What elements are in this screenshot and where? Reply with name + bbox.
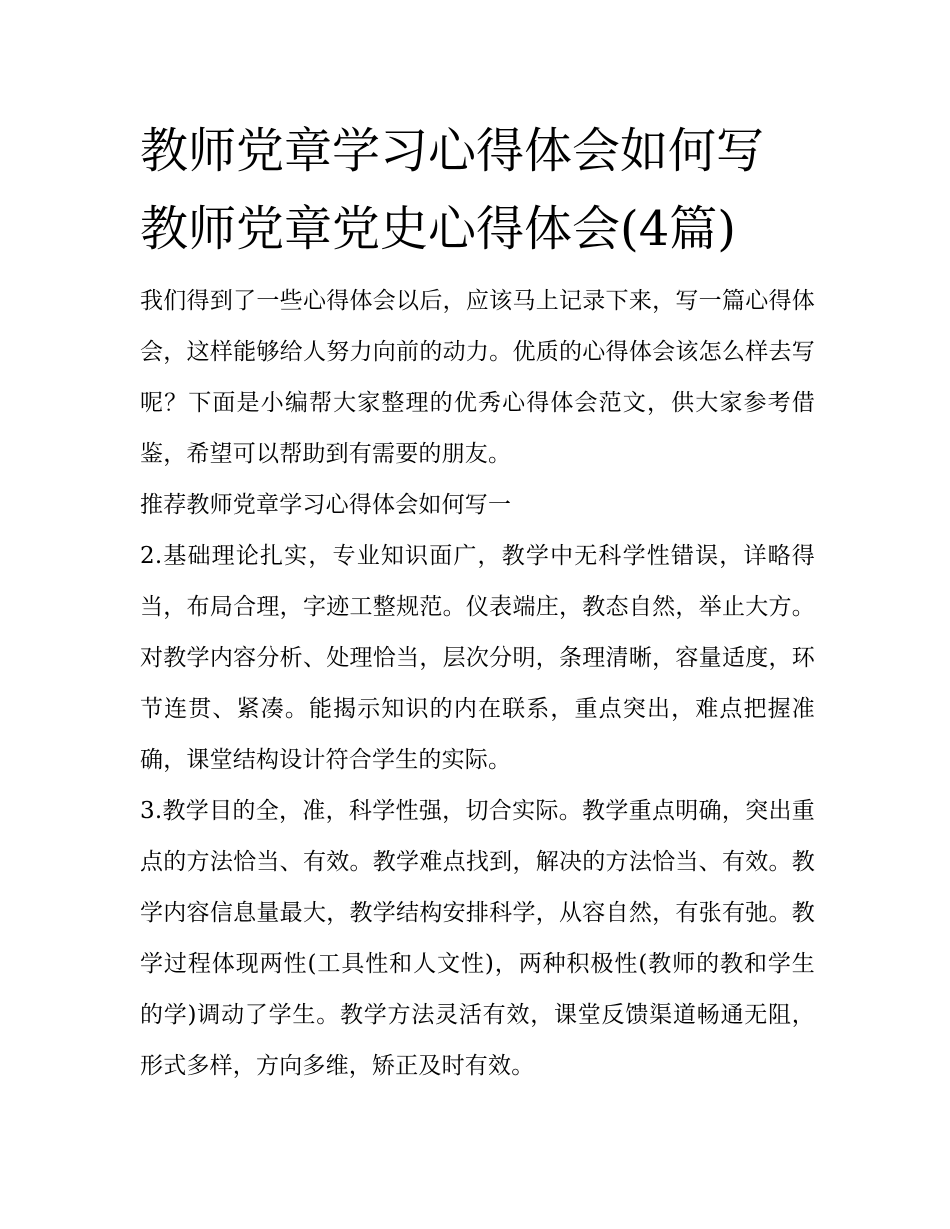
document-page <box>140 112 815 1092</box>
intro-paragraph: 我们得到了一些心得体会以后，应该马上记录下来，写一篇心得体会，这样能够给人努力向前的动力。优质的心得体会该怎么样去写呢？下面是小编帮大家整理的优秀心得体会范文，供大家参考借鉴，希望可以帮助到有需要的朋友。 <box>140 288 815 467</box>
paragraph-point-2: 2.基础理论扎实，专业知识面广，教学中无科学性错误，详略得当，布局合理，字迹工整规范。仪表端庄，教态自然，举止大方。对教学内容分析、处理恰当，层次分明，条理清晰，容量适度，环节连贯、紧凑。能揭示知识的内在联系，重点突出，难点把握准确，课堂结构设计符合学生的实际。 <box>140 543 815 773</box>
paragraph-point-3: 3.教学目的全，准，科学性强，切合实际。教学重点明确，突出重点的方法恰当、有效。教学难点找到，解决的方法恰当、有效。教学内容信息量最大，教学结构安排科学，从容自然，有张有弛。教学过程体现两性(工具性和人文性)，两种积极性(教师的教和学生的学)调动了学生。教学方法灵活有效，课堂反馈渠道畅通无阻，形式多样，方向多维，矫正及时有效。 <box>140 798 815 1079</box>
section-heading: 推荐教师党章学习心得体会如何写一 <box>140 492 512 518</box>
title-line-2: 教师党章党史心得体会(4篇) <box>140 201 736 257</box>
document-title <box>140 112 815 268</box>
title-line-1: 教师党章学习心得体会如何写 <box>140 123 765 179</box>
